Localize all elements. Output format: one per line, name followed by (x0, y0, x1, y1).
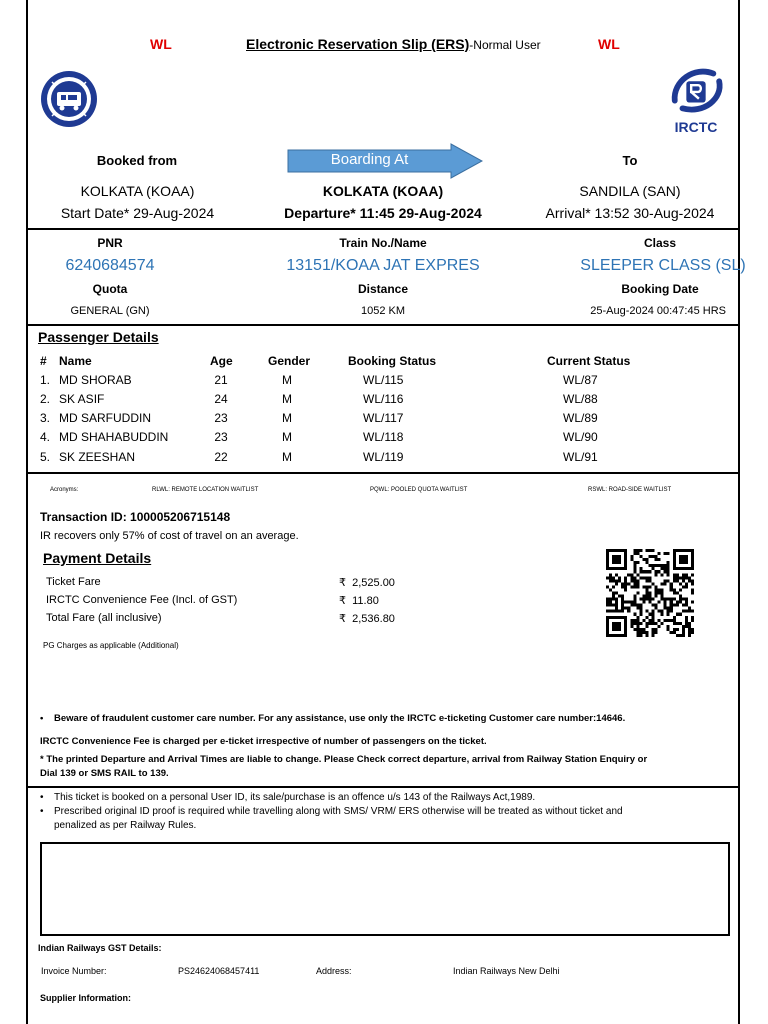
page-title-main: Electronic Reservation Slip (ERS) (246, 36, 470, 52)
convenience-fee-note: IRCTC Convenience Fee is charged per e-ticket irrespective of number of passengers on the ticket. (40, 736, 487, 747)
bullet-icon (40, 713, 54, 724)
times-note-line1: * The printed Departure and Arrival Times are liable to change. Please Check correct departure, arrival from Railway Station Enquiry or (40, 754, 648, 765)
gst-heading: Indian Railways GST Details: (38, 943, 162, 953)
from-station: KOLKATA (KOAA) (80, 183, 195, 199)
page-title (246, 36, 541, 54)
row-age: 24 (214, 392, 228, 406)
col-name: Name (59, 354, 92, 368)
row-booking-status: WL/119 (363, 450, 404, 464)
row-name: SK ASIF (59, 392, 105, 406)
irctc-logo-text: IRCTC (674, 119, 718, 135)
blank-box (40, 842, 730, 936)
row-age: 23 (214, 430, 228, 444)
fraud-warning (40, 713, 625, 724)
times-note-line2: Dial 139 or SMS RAIL to 139. (40, 768, 169, 779)
passenger-details-heading: Passenger Details (38, 329, 159, 345)
row-booking-status: WL/116 (363, 392, 404, 406)
divider-4 (26, 786, 740, 788)
row-num: 3. (40, 411, 51, 425)
boarding-station: KOLKATA (KOAA) (322, 183, 444, 199)
pnr-label: PNR (97, 236, 123, 250)
col-booking-status: Booking Status (348, 354, 437, 368)
indian-railways-logo-icon (40, 70, 98, 128)
row-gender: M (282, 450, 292, 464)
col-current-status: Current Status (547, 354, 631, 368)
qr-code-icon (606, 548, 694, 638)
quota-label: Quota (92, 282, 128, 296)
bullet-icon (40, 792, 54, 803)
irctc-logo (664, 62, 728, 136)
transaction-id: Transaction ID: 100005206715148 (40, 510, 231, 524)
row-age: 22 (214, 450, 228, 464)
class-value: SLEEPER CLASS (SL) (580, 257, 746, 274)
personal-id-note (40, 792, 535, 803)
row-gender: M (282, 411, 292, 425)
to-label: To (622, 153, 638, 168)
pnr-value: 6240684574 (65, 257, 155, 274)
departure-time: Departure* 11:45 29-Aug-2024 (284, 205, 482, 221)
booking-date-value: 25-Aug-2024 00:47:45 HRS (590, 305, 726, 317)
row-gender: M (282, 373, 292, 387)
invoice-label: Invoice Number: (41, 966, 107, 976)
wl-left: WL (150, 36, 172, 52)
payment-details-heading: Payment Details (43, 550, 152, 566)
train-value: 13151/KOAA JAT EXPRES (286, 257, 480, 274)
left-border (26, 0, 28, 1024)
row-booking-status: WL/117 (363, 411, 404, 425)
right-border (738, 0, 740, 1024)
distance-value: 1052 KM (360, 305, 406, 317)
divider-2 (26, 324, 740, 326)
convenience-fee-value: ₹ 11.80 (339, 595, 379, 607)
fraud-warning-text: Beware of fraudulent customer care number. For any assistance, use only the IRCTC e-ticketing Customer care number:14646. (54, 713, 626, 724)
bullet-icon (40, 806, 54, 817)
ir-recovers-note: IR recovers only 57% of cost of travel on an average. (40, 530, 299, 542)
row-name: SK ZEESHAN (59, 450, 136, 464)
row-num: 5. (40, 450, 51, 464)
ticket-fare-label: Ticket Fare (46, 576, 101, 588)
row-name: MD SHORAB (59, 373, 132, 387)
row-gender: M (282, 430, 292, 444)
page-title-suffix: -Normal User (469, 38, 541, 52)
acronyms-label: Acronyms: (50, 487, 79, 493)
divider-3 (26, 472, 740, 474)
row-age: 21 (214, 373, 228, 387)
row-current-status: WL/91 (563, 450, 598, 464)
divider-1 (26, 228, 740, 230)
row-num: 2. (40, 392, 51, 406)
start-date: Start Date* 29-Aug-2024 (60, 205, 215, 221)
id-proof-note (40, 806, 623, 817)
id-proof-note-line2: penalized as per Railway Rules. (54, 820, 197, 831)
address-value: Indian Railways New Delhi (453, 966, 560, 976)
acronym-pqwl: PQWL: POOLED QUOTA WAITLIST (370, 487, 468, 493)
quota-value: GENERAL (GN) (70, 305, 150, 317)
row-name: MD SARFUDDIN (59, 411, 151, 425)
booked-from-label: Booked from (96, 153, 178, 168)
pg-charges-note: PG Charges as applicable (Additional) (43, 641, 179, 650)
total-fare-label: Total Fare (all inclusive) (46, 612, 162, 624)
acronym-rswl: RSWL: ROAD-SIDE WAITLIST (588, 487, 672, 493)
personal-id-text: This ticket is booked on a personal User ID, its sale/purchase is an offence u/s 143 of the Railways Act,1989. (54, 792, 536, 803)
row-age: 23 (214, 411, 228, 425)
row-booking-status: WL/118 (363, 430, 404, 444)
row-current-status: WL/90 (563, 430, 598, 444)
row-num: 4. (40, 430, 51, 444)
boarding-at-label: Boarding At (330, 151, 409, 168)
class-label: Class (643, 236, 677, 250)
row-current-status: WL/89 (563, 411, 598, 425)
row-current-status: WL/88 (563, 392, 598, 406)
ticket-fare-value: ₹ 2,525.00 (339, 577, 395, 589)
row-gender: M (282, 392, 292, 406)
wl-right: WL (598, 36, 620, 52)
col-num: # (40, 354, 47, 368)
acronym-rlwl: RLWL: REMOTE LOCATION WAITLIST (152, 487, 259, 493)
col-age: Age (210, 354, 233, 368)
distance-label: Distance (357, 282, 409, 296)
row-num: 1. (40, 373, 51, 387)
irctc-logo-icon (664, 62, 728, 118)
id-proof-text-1: Prescribed original ID proof is required while travelling along with SMS/ VRM/ ERS otherwise will be treated as without ticket and (54, 806, 623, 817)
invoice-number: PS24624068457411 (178, 966, 260, 976)
train-label: Train No./Name (339, 236, 427, 250)
row-current-status: WL/87 (563, 373, 598, 387)
row-name: MD SHAHABUDDIN (59, 430, 169, 444)
supplier-heading: Supplier Information: (40, 993, 131, 1003)
arrival-time: Arrival* 13:52 30-Aug-2024 (545, 205, 715, 221)
col-gender: Gender (268, 354, 311, 368)
total-fare-value: ₹ 2,536.80 (339, 613, 395, 625)
convenience-fee-label: IRCTC Convenience Fee (Incl. of GST) (46, 594, 238, 606)
address-label: Address: (316, 966, 352, 976)
booking-date-label: Booking Date (621, 282, 699, 296)
row-booking-status: WL/115 (363, 373, 404, 387)
to-station: SANDILA (SAN) (579, 183, 681, 199)
